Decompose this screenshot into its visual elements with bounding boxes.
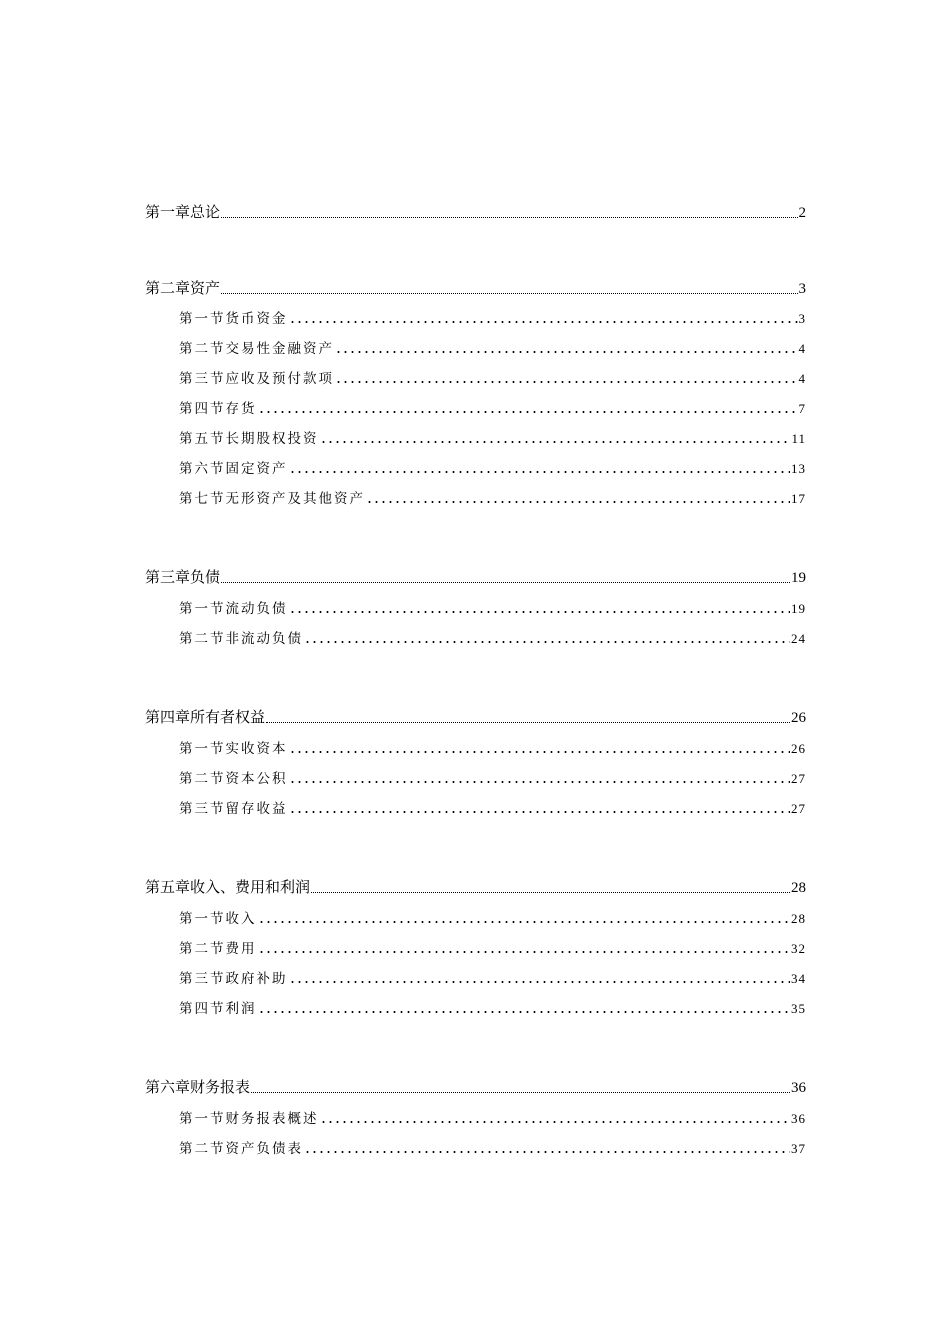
toc-section-title: 第一节货币资金 — [179, 311, 288, 327]
dot-leader — [304, 1151, 790, 1153]
toc-page-number: 28 — [791, 880, 806, 896]
toc-section-title: 第二节资产负债表 — [179, 1141, 303, 1157]
toc-page-number: 4 — [798, 341, 806, 356]
dot-leader — [289, 981, 791, 983]
toc-page-number: 32 — [791, 941, 806, 956]
toc-section-title: 第一节实收资本 — [179, 741, 288, 757]
dot-leader — [335, 351, 798, 353]
toc-section-4-2[interactable] — [179, 769, 806, 787]
dot-leader — [289, 811, 791, 813]
dot-leader — [221, 216, 797, 218]
toc-page-number: 36 — [791, 1080, 806, 1096]
toc-chapter-title: 第二章资产 — [145, 279, 221, 297]
toc-section-title: 第二节资本公积 — [179, 771, 288, 787]
toc-chapter-title: 第四章所有者权益 — [145, 708, 266, 726]
toc-page-number: 27 — [791, 801, 806, 816]
toc-section-title: 第二节交易性金融资产 — [179, 341, 334, 357]
dot-leader — [258, 1011, 791, 1013]
toc-page-number: 17 — [791, 491, 806, 506]
dot-leader — [266, 721, 790, 723]
toc-page-number: 36 — [791, 1111, 806, 1126]
dot-leader — [311, 891, 790, 893]
dot-leader — [335, 381, 798, 383]
toc-section-title: 第一节财务报表概述 — [179, 1111, 319, 1127]
toc-section-title: 第七节无形资产及其他资产 — [179, 491, 365, 507]
toc-section-title: 第一节流动负债 — [179, 601, 288, 617]
toc-page-number: 3 — [798, 281, 806, 297]
toc-page-number: 13 — [791, 461, 806, 476]
toc-section-title: 第一节收入 — [179, 911, 257, 927]
toc-section-2-3[interactable] — [179, 369, 806, 387]
dot-leader — [251, 1091, 790, 1093]
toc-page-number: 26 — [791, 710, 806, 726]
dot-leader — [289, 611, 791, 613]
toc-section-5-4[interactable] — [179, 999, 806, 1017]
toc-section-title: 第二节非流动负债 — [179, 631, 303, 647]
toc-chapter-title: 第六章财务报表 — [145, 1078, 251, 1096]
toc-chapter-6[interactable] — [145, 1077, 806, 1097]
toc-chapter-2[interactable] — [145, 278, 806, 298]
dot-leader — [289, 751, 791, 753]
toc-chapter-title: 第五章收入、费用和利润 — [145, 878, 311, 896]
toc-page-number: 3 — [798, 311, 806, 326]
toc-section-title: 第四节存货 — [179, 401, 257, 417]
dot-leader — [366, 501, 790, 503]
toc-page-number: 4 — [798, 371, 806, 386]
dot-leader — [258, 921, 791, 923]
toc-chapter-title: 第三章负债 — [145, 568, 221, 586]
toc-section-4-1[interactable] — [179, 739, 806, 757]
toc-page-number: 28 — [791, 911, 806, 926]
toc-chapter-4[interactable] — [145, 707, 806, 727]
toc-section-2-2[interactable] — [179, 339, 806, 357]
toc-section-title: 第三节政府补助 — [179, 971, 288, 987]
toc-chapter-5[interactable] — [145, 877, 806, 897]
toc-page-number: 7 — [798, 401, 806, 416]
toc-section-2-4[interactable] — [179, 399, 806, 417]
toc-section-title: 第六节固定资产 — [179, 461, 288, 477]
toc-section-title: 第三节应收及预付款项 — [179, 371, 334, 387]
toc-section-6-2[interactable] — [179, 1139, 806, 1157]
toc-chapter-1[interactable] — [145, 202, 806, 222]
toc-section-5-2[interactable] — [179, 939, 806, 957]
toc-section-2-5[interactable] — [179, 429, 806, 447]
toc-section-2-1[interactable] — [179, 309, 806, 327]
toc-section-4-3[interactable] — [179, 799, 806, 817]
toc-page-number: 34 — [791, 971, 806, 986]
toc-page-number: 11 — [791, 431, 806, 446]
dot-leader — [289, 321, 798, 323]
toc-section-title: 第二节费用 — [179, 941, 257, 957]
toc-section-3-1[interactable] — [179, 599, 806, 617]
toc-chapter-3[interactable] — [145, 567, 806, 587]
dot-leader — [289, 471, 791, 473]
dot-leader — [304, 641, 790, 643]
toc-page-number: 26 — [791, 741, 806, 756]
dot-leader — [221, 292, 797, 294]
toc-section-title: 第五节长期股权投资 — [179, 431, 319, 447]
toc-page-number: 19 — [791, 601, 806, 616]
toc-section-2-6[interactable] — [179, 459, 806, 477]
dot-leader — [258, 951, 791, 953]
toc-page-number: 37 — [791, 1141, 806, 1156]
dot-leader — [258, 411, 798, 413]
dot-leader — [320, 1121, 791, 1123]
dot-leader — [320, 441, 791, 443]
toc-section-title: 第三节留存收益 — [179, 801, 288, 817]
toc-page-number: 19 — [791, 570, 806, 586]
dot-leader — [221, 581, 790, 583]
toc-section-title: 第四节利润 — [179, 1001, 257, 1017]
toc-section-2-7[interactable] — [179, 489, 806, 507]
toc-chapter-title: 第一章总论 — [145, 203, 221, 221]
toc-page-number: 35 — [791, 1001, 806, 1016]
toc-section-5-1[interactable] — [179, 909, 806, 927]
toc-section-3-2[interactable] — [179, 629, 806, 647]
toc-page-number: 27 — [791, 771, 806, 786]
toc-section-6-1[interactable] — [179, 1109, 806, 1127]
toc-page-number: 2 — [798, 205, 806, 221]
toc-section-5-3[interactable] — [179, 969, 806, 987]
dot-leader — [289, 781, 791, 783]
toc-page-number: 24 — [791, 631, 806, 646]
